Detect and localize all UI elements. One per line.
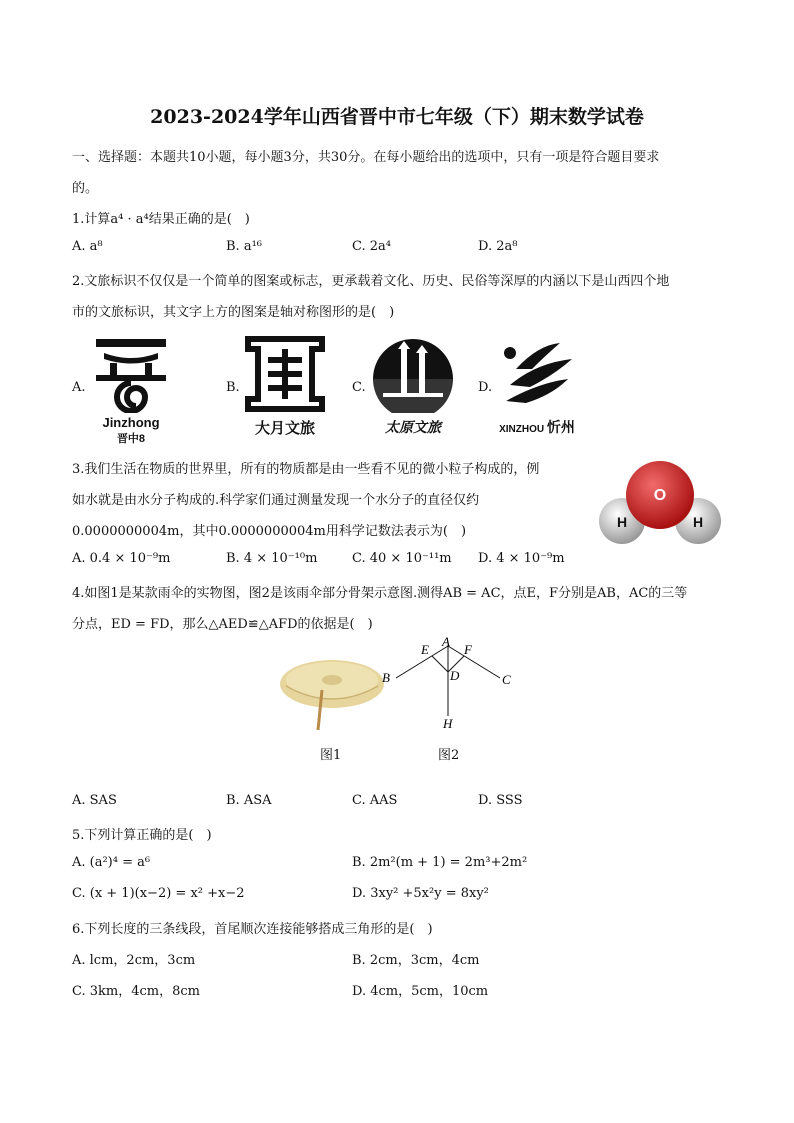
q3-option-c: C. 40 × 10⁻¹¹m: [352, 551, 452, 566]
datong-logo-cn: 大月文旅: [254, 419, 315, 437]
section-instruction-line1: 一、选择题：本题共10小题，每小题3分，共30分。在每小题给出的选项中，只有一项是符合题目要求: [72, 150, 660, 165]
taiyuan-logo-cn: 太原文旅: [385, 420, 441, 436]
xinzhou-logo-cn: 忻州: [546, 419, 575, 435]
q2-option-c: C.: [352, 380, 366, 395]
hydrogen-atom-label-1: H: [616, 514, 628, 530]
jinzhong-logo-en: Jinzhong: [102, 415, 160, 430]
q4-option-d: D. SSS: [478, 793, 523, 808]
q5-option-d: D. 3xy² +5x²y = 8xy²: [352, 886, 489, 901]
umbrella-photo: [278, 650, 386, 734]
q3-stem-line2: 如水就是由水分子构成的.科学家们通过测量发现一个水分子的直径仅约: [72, 493, 480, 508]
q1-option-b: B. a¹⁶: [226, 239, 262, 254]
diagram-label-a: A: [442, 634, 450, 649]
q4-option-b: B. ASA: [226, 793, 272, 808]
q1-option-a: A. a⁸: [72, 239, 103, 254]
q3-option-b: B. 4 × 10⁻¹⁰m: [226, 551, 318, 566]
water-molecule-image: [598, 455, 722, 547]
q4-option-c: C. AAS: [352, 793, 398, 808]
q1-stem: 1.计算a⁴ · a⁴结果正确的是( ): [72, 212, 250, 227]
taiyuan-logo: [367, 335, 459, 440]
diagram-label-h: H: [443, 716, 453, 731]
oxygen-atom-label: O: [653, 487, 667, 504]
jinzhong-logo-cn: 晋中8: [116, 433, 146, 445]
q6-option-b: B. 2cm，3cm，4cm: [352, 953, 480, 968]
q5-option-a: A. (a²)⁴ = a⁶: [72, 855, 151, 870]
q5-option-c: C. (x + 1)(x−2) = x² +x−2: [72, 886, 245, 901]
xinzhou-logo-en: XINZHOU: [499, 424, 545, 435]
q2-option-d: D.: [478, 380, 493, 395]
q6-stem: 6.下列长度的三条线段，首尾顺次连接能够搭成三角形的是( ): [72, 922, 433, 937]
q6-option-c: C. 3km，4cm，8cm: [72, 984, 200, 999]
q5-option-b: B. 2m²(m + 1) = 2m³+2m²: [352, 855, 528, 870]
q4-option-a: A. SAS: [72, 793, 117, 808]
diagram-label-f: F: [464, 642, 472, 657]
q2-option-a: A.: [72, 380, 86, 395]
q2-stem-line2: 市的文旅标识，其文字上方的图案是轴对称图形的是( ): [72, 305, 395, 320]
datong-logo: [244, 335, 326, 440]
hydrogen-atom-label-2: H: [692, 514, 704, 530]
q2-stem-line1: 2.文旅标识不仅仅是一个简单的图案或标志，更承载着文化、历史、民俗等深厚的内涵以下是山西四个地: [72, 274, 670, 289]
q3-stem-line1: 3.我们生活在物质的世界里，所有的物质都是由一些看不见的微小粒子构成的，例: [72, 462, 540, 477]
jinzhong-logo: [90, 335, 172, 445]
q5-stem: 5.下列计算正确的是( ): [72, 828, 212, 843]
figure-2-caption: 图2: [438, 748, 460, 763]
q6-option-d: D. 4cm，5cm，10cm: [352, 984, 489, 999]
q6-option-a: A. lcm，2cm，3cm: [72, 953, 196, 968]
q3-stem-line3: 0.0000000004m，其中0.0000000004m用科学记数法表示为( ): [72, 524, 467, 539]
q3-option-d: D. 4 × 10⁻⁹m: [478, 551, 565, 566]
q2-option-b: B.: [226, 380, 240, 395]
diagram-label-d: D: [450, 668, 460, 683]
umbrella-skeleton-diagram: [378, 634, 518, 734]
q4-stem-line2: 分点，ED = FD，那么△AED≌△AFD的依据是( ): [72, 617, 373, 632]
q4-stem-line1: 4.如图1是某款雨伞的实物图，图2是该雨伞部分骨架示意图.测得AB = AC，点E，F分别是AB，AC的三等: [72, 586, 688, 601]
q3-option-a: A. 0.4 × 10⁻⁹m: [72, 551, 171, 566]
figure-1-caption: 图1: [320, 748, 342, 763]
xinzhou-logo: [496, 335, 578, 440]
q1-option-d: D. 2a⁸: [478, 239, 518, 254]
diagram-label-e: E: [421, 642, 429, 657]
q1-option-c: C. 2a⁴: [352, 239, 391, 254]
page-title: 2023-2024学年山西省晋中市七年级（下）期末数学试卷: [150, 106, 644, 128]
section-instruction-line2: 的。: [72, 181, 99, 196]
diagram-label-b: B: [382, 670, 390, 685]
diagram-label-c: C: [502, 672, 511, 687]
